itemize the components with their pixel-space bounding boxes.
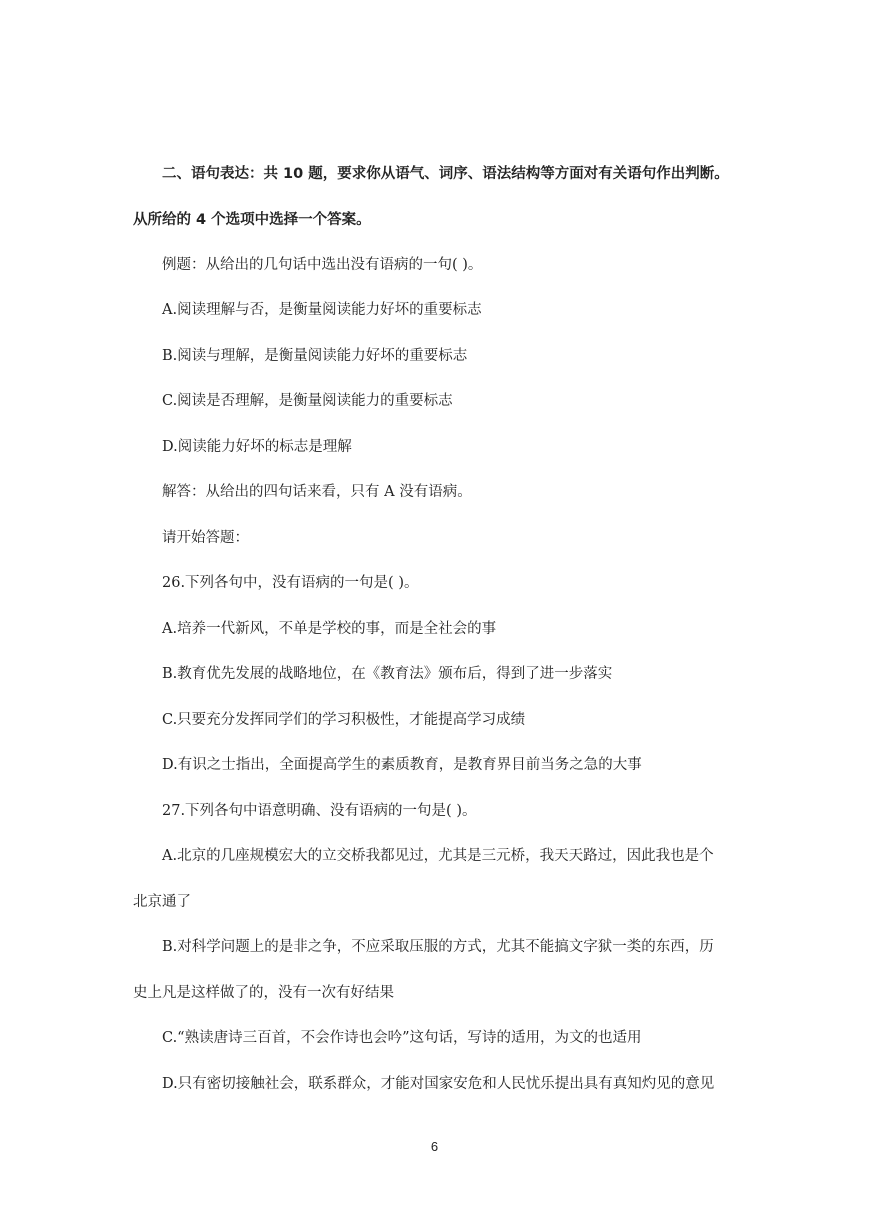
example-option-a: A.阅读理解与否，是衡量阅读能力好坏的重要标志 (162, 302, 482, 318)
q26-option-a: A.培养一代新风，不单是学校的事，而是全社会的事 (162, 621, 497, 637)
q27-option-a-line1: A.北京的几座规模宏大的立交桥我都见过，尤其是三元桥，我天天路过，因此我也是个 (162, 848, 714, 864)
q27-option-a-line2: 北京通了 (133, 894, 191, 910)
q27-option-b-line1: B.对科学问题上的是非之争，不应采取压服的方式，尤其不能搞文字狱一类的东西，历 (162, 939, 714, 955)
q27-option-d: D.只有密切接触社会，联系群众，才能对国家安危和人民忧乐提出具有真知灼见的意见 (162, 1076, 715, 1092)
q26-option-b: B.教育优先发展的战略地位，在《教育法》颁布后，得到了进一步落实 (162, 666, 613, 682)
example-answer: 解答：从给出的四句话来看，只有 A 没有语病。 (162, 484, 472, 500)
q27-question: 27.下列各句中语意明确、没有语病的一句是( )。 (162, 803, 477, 819)
start-prompt: 请开始答题： (162, 530, 249, 546)
q26-option-d: D.有识之士指出，全面提高学生的素质教育，是教育界目前当务之急的大事 (162, 757, 642, 773)
q27-option-b-line2: 史上凡是这样做了的，没有一次有好结果 (133, 985, 394, 1001)
section-heading-line2: 从所给的 4 个选项中选择一个答案。 (133, 212, 371, 228)
example-question: 例题：从给出的几句话中选出没有语病的一句( )。 (162, 257, 483, 273)
example-option-b: B.阅读与理解，是衡量阅读能力好坏的重要标志 (162, 348, 468, 364)
page-number: 6 (430, 1139, 439, 1154)
q27-option-c: C.“熟读唐诗三百首，不会作诗也会吟”这句话，写诗的适用，为文的也适用 (162, 1030, 642, 1046)
example-option-d: D.阅读能力好坏的标志是理解 (162, 439, 352, 455)
example-option-c: C.阅读是否理解，是衡量阅读能力的重要标志 (162, 393, 453, 409)
q26-question: 26.下列各句中，没有语病的一句是( )。 (162, 575, 419, 591)
section-heading-line1: 二、语句表达：共 10 题，要求你从语气、词序、语法结构等方面对有关语句作出判断。 (162, 166, 729, 182)
q26-option-c: C.只要充分发挥同学们的学习积极性，才能提高学习成绩 (162, 712, 526, 728)
